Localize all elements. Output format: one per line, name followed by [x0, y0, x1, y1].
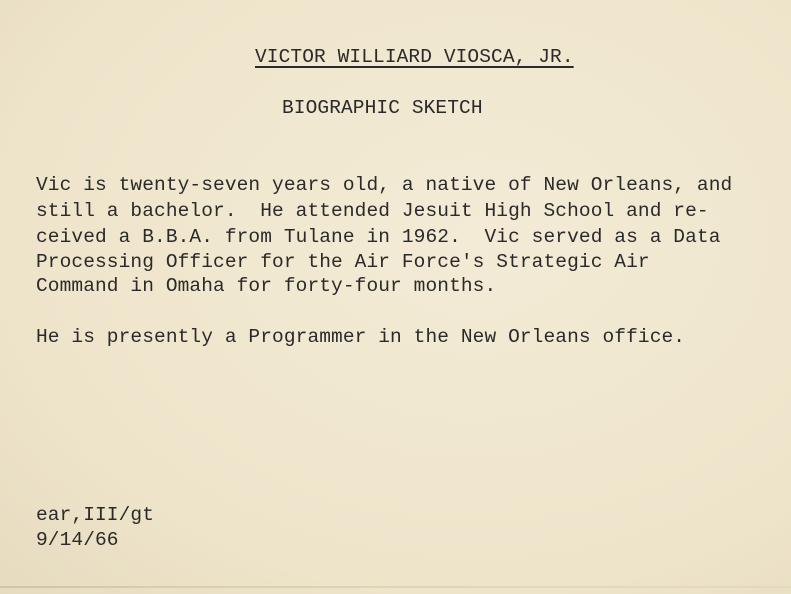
paragraph-line: ceived a B.B.A. from Tulane in 1962. Vic served as a Data: [36, 226, 721, 248]
paragraph-line: still a bachelor. He attended Jesuit High School and re-: [36, 200, 709, 222]
document-title: VICTOR WILLIARD VIOSCA, JR.: [255, 46, 574, 68]
paragraph-line: Processing Officer for the Air Force's Strategic Air: [36, 251, 650, 273]
paper-fold-line: [0, 586, 791, 588]
typist-initials: ear,III/gt: [36, 504, 155, 526]
document-subtitle: BIOGRAPHIC SKETCH: [282, 97, 483, 119]
paragraph-line: Command in Omaha for forty-four months.: [36, 275, 497, 297]
document-date: 9/14/66: [36, 529, 119, 551]
paragraph-line: Vic is twenty-seven years old, a native of New Orleans, and: [36, 174, 733, 196]
paragraph-two: He is presently a Programmer in the New Orleans office.: [36, 326, 686, 348]
